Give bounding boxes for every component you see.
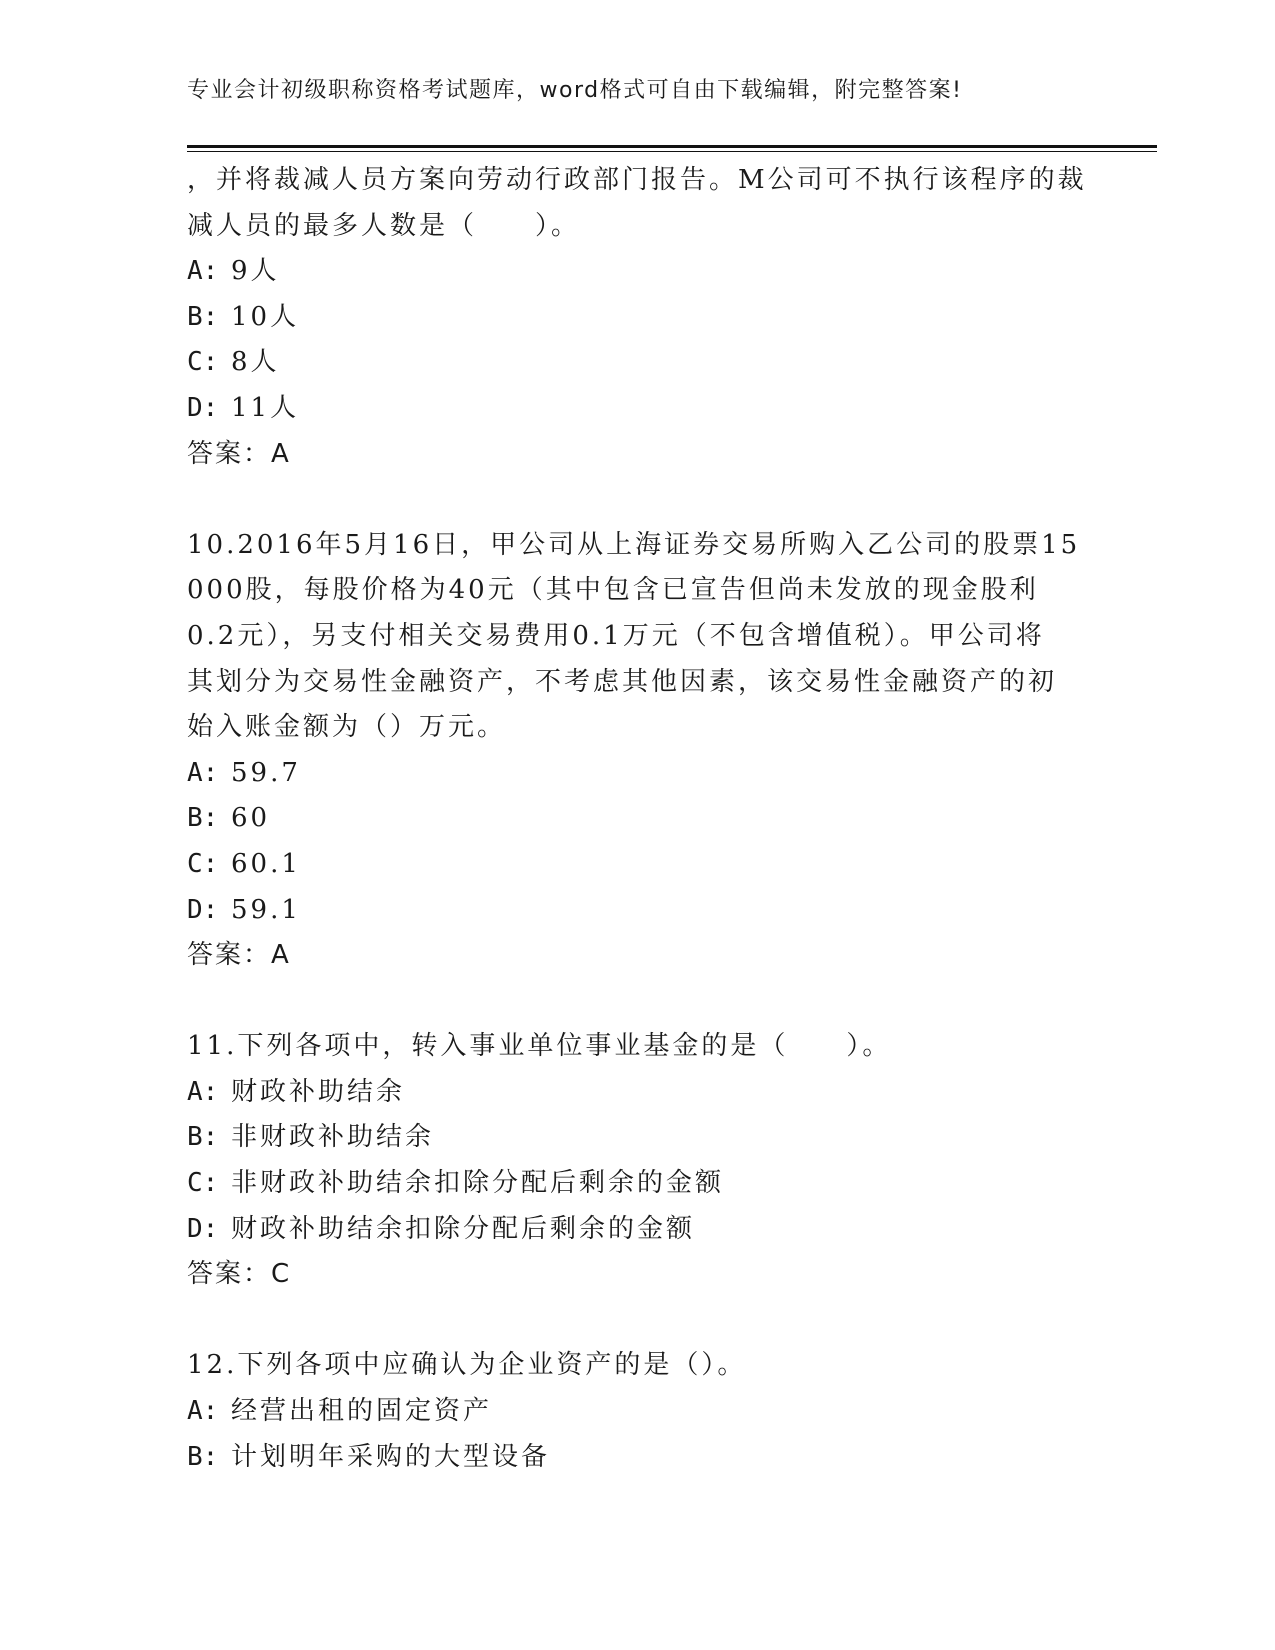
question-stem-line: ，并将裁减人员方案向劳动行政部门报告。M公司可不执行该程序的裁 <box>187 165 1087 195</box>
question-9 <box>187 158 1087 477</box>
option-text: 计划明年采购的大型设备 <box>231 1441 551 1472</box>
option-letter: C: <box>187 1168 219 1199</box>
option-text: 10人 <box>231 301 300 332</box>
option-letter: A: <box>187 757 219 788</box>
option-text: 59.7 <box>231 757 301 788</box>
option-letter: D: <box>187 894 219 925</box>
option-text: 非财政补助结余 <box>231 1122 435 1153</box>
question-stem-line: 12.下列各项中应确认为企业资产的是（）。 <box>187 1350 747 1381</box>
option-text: 财政补助结余 <box>231 1076 406 1107</box>
question-12 <box>187 1343 1087 1480</box>
option-b <box>187 1115 1087 1161</box>
option-letter: D: <box>187 392 219 423</box>
option-letter: B: <box>187 301 219 332</box>
option-b <box>187 1435 1087 1481</box>
question-11 <box>187 1024 1087 1298</box>
page-header: 专业会计初级职称资格考试题库，word格式可自由下载编辑，附完整答案! <box>187 78 963 103</box>
option-b <box>187 295 1087 341</box>
header-rule-thick <box>187 145 1157 148</box>
option-text: 财政补助结余扣除分配后剩余的金额 <box>231 1213 696 1244</box>
question-stem-line: 10.2016年5月16日，甲公司从上海证券交易所购入乙公司的股票15 <box>187 529 1081 560</box>
option-letter: C: <box>187 347 219 378</box>
option-d <box>187 888 1087 934</box>
header-rule-thin <box>187 151 1157 152</box>
option-c <box>187 842 1087 888</box>
option-letter: B: <box>187 803 219 834</box>
option-d <box>187 1207 1087 1253</box>
option-text: 9人 <box>231 256 280 287</box>
question-stem-line: 其划分为交易性金融资产，不考虑其他因素，该交易性金融资产的初 <box>187 666 1058 697</box>
option-a <box>187 249 1087 295</box>
spacer <box>187 979 1087 1025</box>
option-d <box>187 386 1087 432</box>
option-letter: A: <box>187 1076 219 1107</box>
option-a <box>187 1070 1087 1116</box>
option-text: 60 <box>231 803 271 834</box>
option-text: 11人 <box>231 392 300 423</box>
question-content <box>187 158 1087 1480</box>
question-stem-line: 减人员的最多人数是（ ）。 <box>187 210 581 241</box>
answer-line: 答案：A <box>187 940 291 971</box>
question-stem-line: 0.2元），另支付相关交易费用0.1万元（不包含增值税）。甲公司将 <box>187 620 1045 651</box>
option-c <box>187 340 1087 386</box>
question-stem-line: 000股，每股价格为40元（其中包含已宣告但尚未发放的现金股利 <box>187 575 1039 606</box>
answer-line: 答案：C <box>187 1259 292 1290</box>
option-text: 60.1 <box>231 848 301 879</box>
question-stem-line: 始入账金额为（）万元。 <box>187 712 507 743</box>
question-stem-line: 11.下列各项中，转入事业单位事业基金的是（ ）。 <box>187 1031 892 1062</box>
question-10 <box>187 523 1087 979</box>
option-c <box>187 1161 1087 1207</box>
option-text: 59.1 <box>231 894 301 925</box>
spacer <box>187 477 1087 523</box>
option-a <box>187 1389 1087 1435</box>
option-letter: D: <box>187 1213 219 1244</box>
option-letter: C: <box>187 848 219 879</box>
option-text: 8人 <box>231 347 280 378</box>
option-text: 经营出租的固定资产 <box>231 1396 493 1427</box>
option-letter: B: <box>187 1441 219 1472</box>
answer-line: 答案：A <box>187 438 291 469</box>
option-letter: B: <box>187 1122 219 1153</box>
option-letter: A: <box>187 1396 219 1427</box>
spacer <box>187 1298 1087 1344</box>
option-text: 非财政补助结余扣除分配后剩余的金额 <box>231 1168 725 1199</box>
option-b <box>187 796 1087 842</box>
option-letter: A: <box>187 256 219 287</box>
option-a <box>187 751 1087 797</box>
